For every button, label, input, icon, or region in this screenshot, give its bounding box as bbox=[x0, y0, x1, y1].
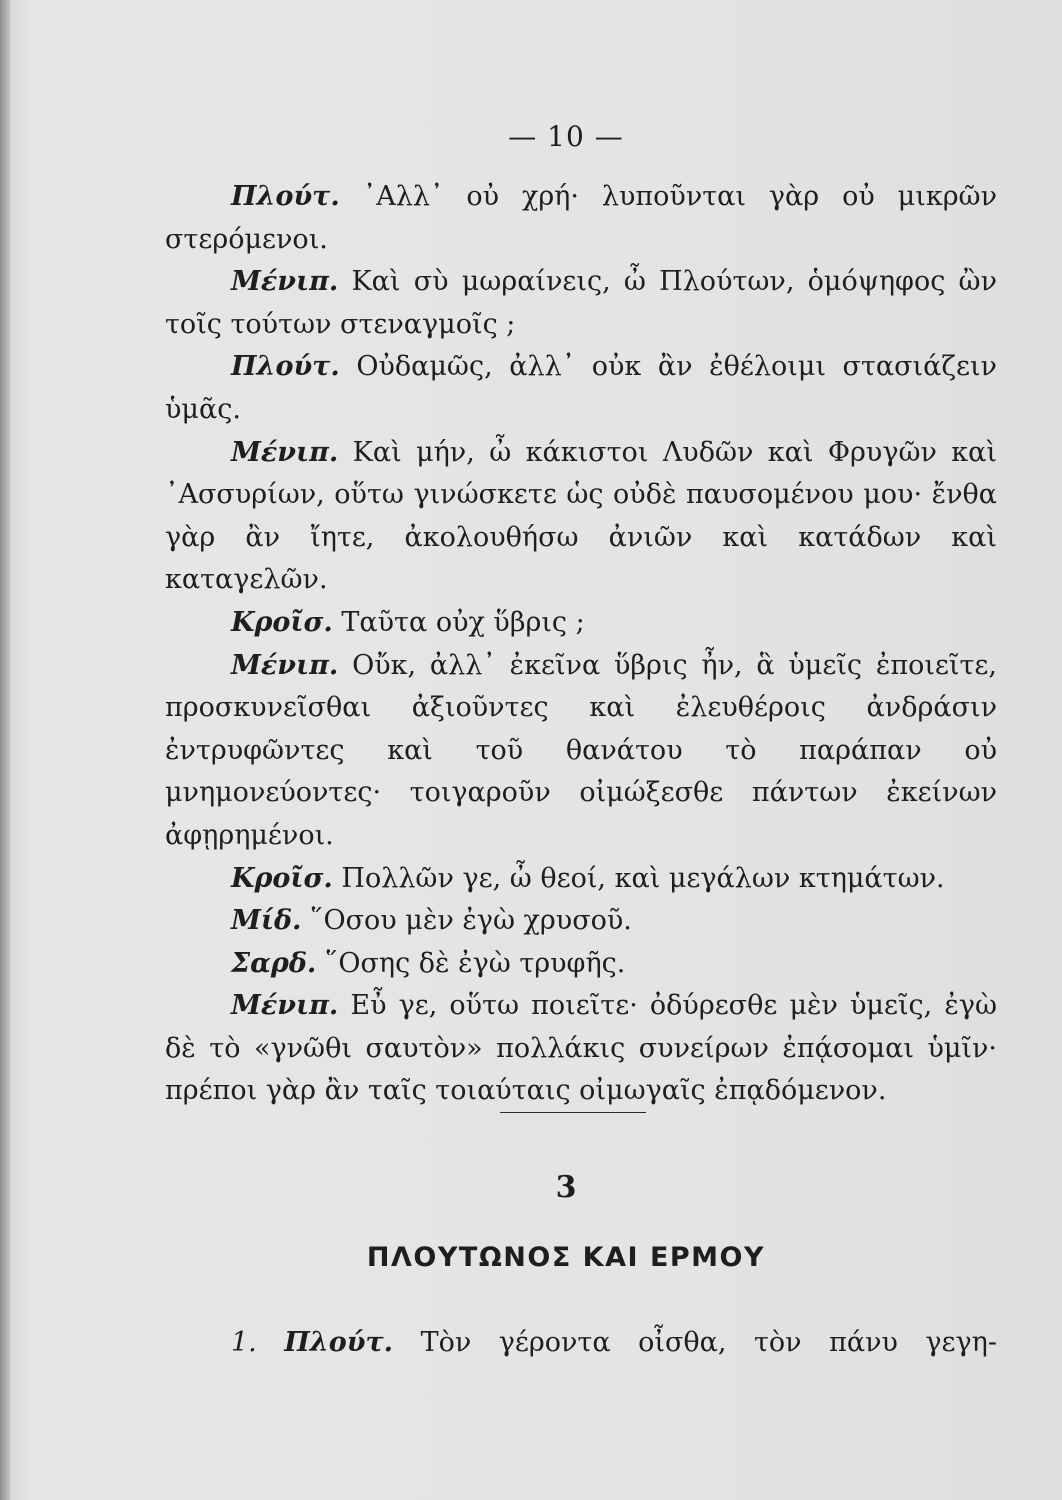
speaker-name: Σαρδ. bbox=[231, 947, 317, 979]
dialogue-line bbox=[165, 346, 997, 431]
speaker-name: Μίδ. bbox=[231, 905, 302, 937]
speaker-name: Μένιπ. bbox=[231, 649, 339, 681]
speech-text: Οὔκ, ἀλλ᾿ ἐκεῖνα ὕβρις ἦν, ἃ ὑμεῖς ἐποιεῖτε, προσκυνεῖσθαι ἀξιοῦντες καὶ ἐλευθέροις ἀνδράσιν ἐντρυφῶντες καὶ τοῦ θανάτου τὸ παράπαν οὐ μνημονεύοντες· τοιγαροῦν οἰμώξεσθε πάντων ἐκείνων ἀφῃρημένοι. bbox=[165, 649, 997, 851]
speech-text: Καὶ μήν, ὦ κάκιστοι Λυδῶν καὶ Φρυγῶν καὶ ᾿Ασσυρίων, οὕτω γινώσκετε ὡς οὐδὲ παυσομένου μου· ἔνθα γὰρ ἂν ἴητε, ἀκολουθήσω ἀνιῶν καὶ κατάδων καὶ καταγελῶν. bbox=[165, 436, 997, 596]
dialogue-line bbox=[165, 858, 997, 901]
speech-text: Τὸν γέροντα οἶσθα, τὸν πάνυ γεγη- bbox=[420, 1327, 997, 1358]
dialogue-line bbox=[165, 943, 997, 986]
speech-text: ῞Οσου μὲν ἐγὼ χρυσοῦ. bbox=[309, 905, 632, 937]
section-divider bbox=[500, 1112, 646, 1113]
speaker-name: Πλούτ. bbox=[231, 181, 340, 212]
dialogue-line bbox=[165, 261, 997, 346]
speech-text: Οὐδαμῶς, ἀλλ᾿ οὐκ ἂν ἐθέλοιμι στασιάζειν ὑμᾶς. bbox=[165, 351, 997, 425]
page-number: — 10 — bbox=[508, 120, 624, 153]
speaker-name: Μένιπ. bbox=[231, 990, 339, 1022]
speaker-name: Πλούτ. bbox=[231, 351, 340, 383]
dialogue-line bbox=[165, 602, 997, 645]
speaker-name: Κροῖσ. bbox=[231, 606, 333, 638]
speech-text: Καὶ σὺ μωραίνεις, ὦ Πλούτων, ὁμόψηφος ὢν τοῖς τούτων στεναγμοῖς ; bbox=[165, 266, 997, 340]
section-number: 3 bbox=[555, 1170, 577, 1205]
page-spine-shadow bbox=[0, 0, 10, 1500]
speaker-name: Κροῖσ. bbox=[231, 862, 333, 894]
paragraph-number: 1. bbox=[231, 1327, 257, 1358]
speaker-name: Πλούτ. bbox=[284, 1327, 394, 1358]
dialogue-line bbox=[165, 432, 997, 602]
dialogue-text bbox=[165, 176, 997, 1113]
dialogue-line bbox=[165, 1322, 997, 1364]
dialogue-line bbox=[165, 900, 997, 943]
dialogue-line bbox=[165, 645, 997, 858]
speech-text: Εὖ γε, οὕτω ποιεῖτε· ὀδύρεσθε μὲν ὑμεῖς, ἐγὼ δὲ τὸ «γνῶθι σαυτὸν» πολλάκις συνείρων ἐπᾴσομαι ὑμῖν· πρέποι γὰρ ἂν ταῖς τοιαύταις οἰμωγαῖς ἐπᾳδόμενον. bbox=[165, 990, 997, 1107]
speech-text: ᾿Αλλ᾿ οὐ χρή· λυποῦνται γὰρ οὐ μικρῶν στερόμενοι. bbox=[165, 181, 997, 255]
dialogue-line bbox=[165, 176, 997, 261]
section-title: ΠΛΟΥΤΩΝΟΣ ΚΑΙ ΕΡΜΟΥ bbox=[366, 1242, 766, 1273]
speaker-name: Μένιπ. bbox=[231, 266, 339, 298]
speaker-name: Μένιπ. bbox=[231, 436, 339, 468]
dialogue-line bbox=[165, 985, 997, 1113]
speech-text: ῞Οσης δὲ ἐγὼ τρυφῆς. bbox=[324, 947, 626, 979]
speech-text: Ταῦτα οὐχ ὕβρις ; bbox=[341, 606, 585, 638]
speech-text: Πολλῶν γε, ὦ θεοί, καὶ μεγάλων κτημάτων. bbox=[341, 862, 945, 894]
